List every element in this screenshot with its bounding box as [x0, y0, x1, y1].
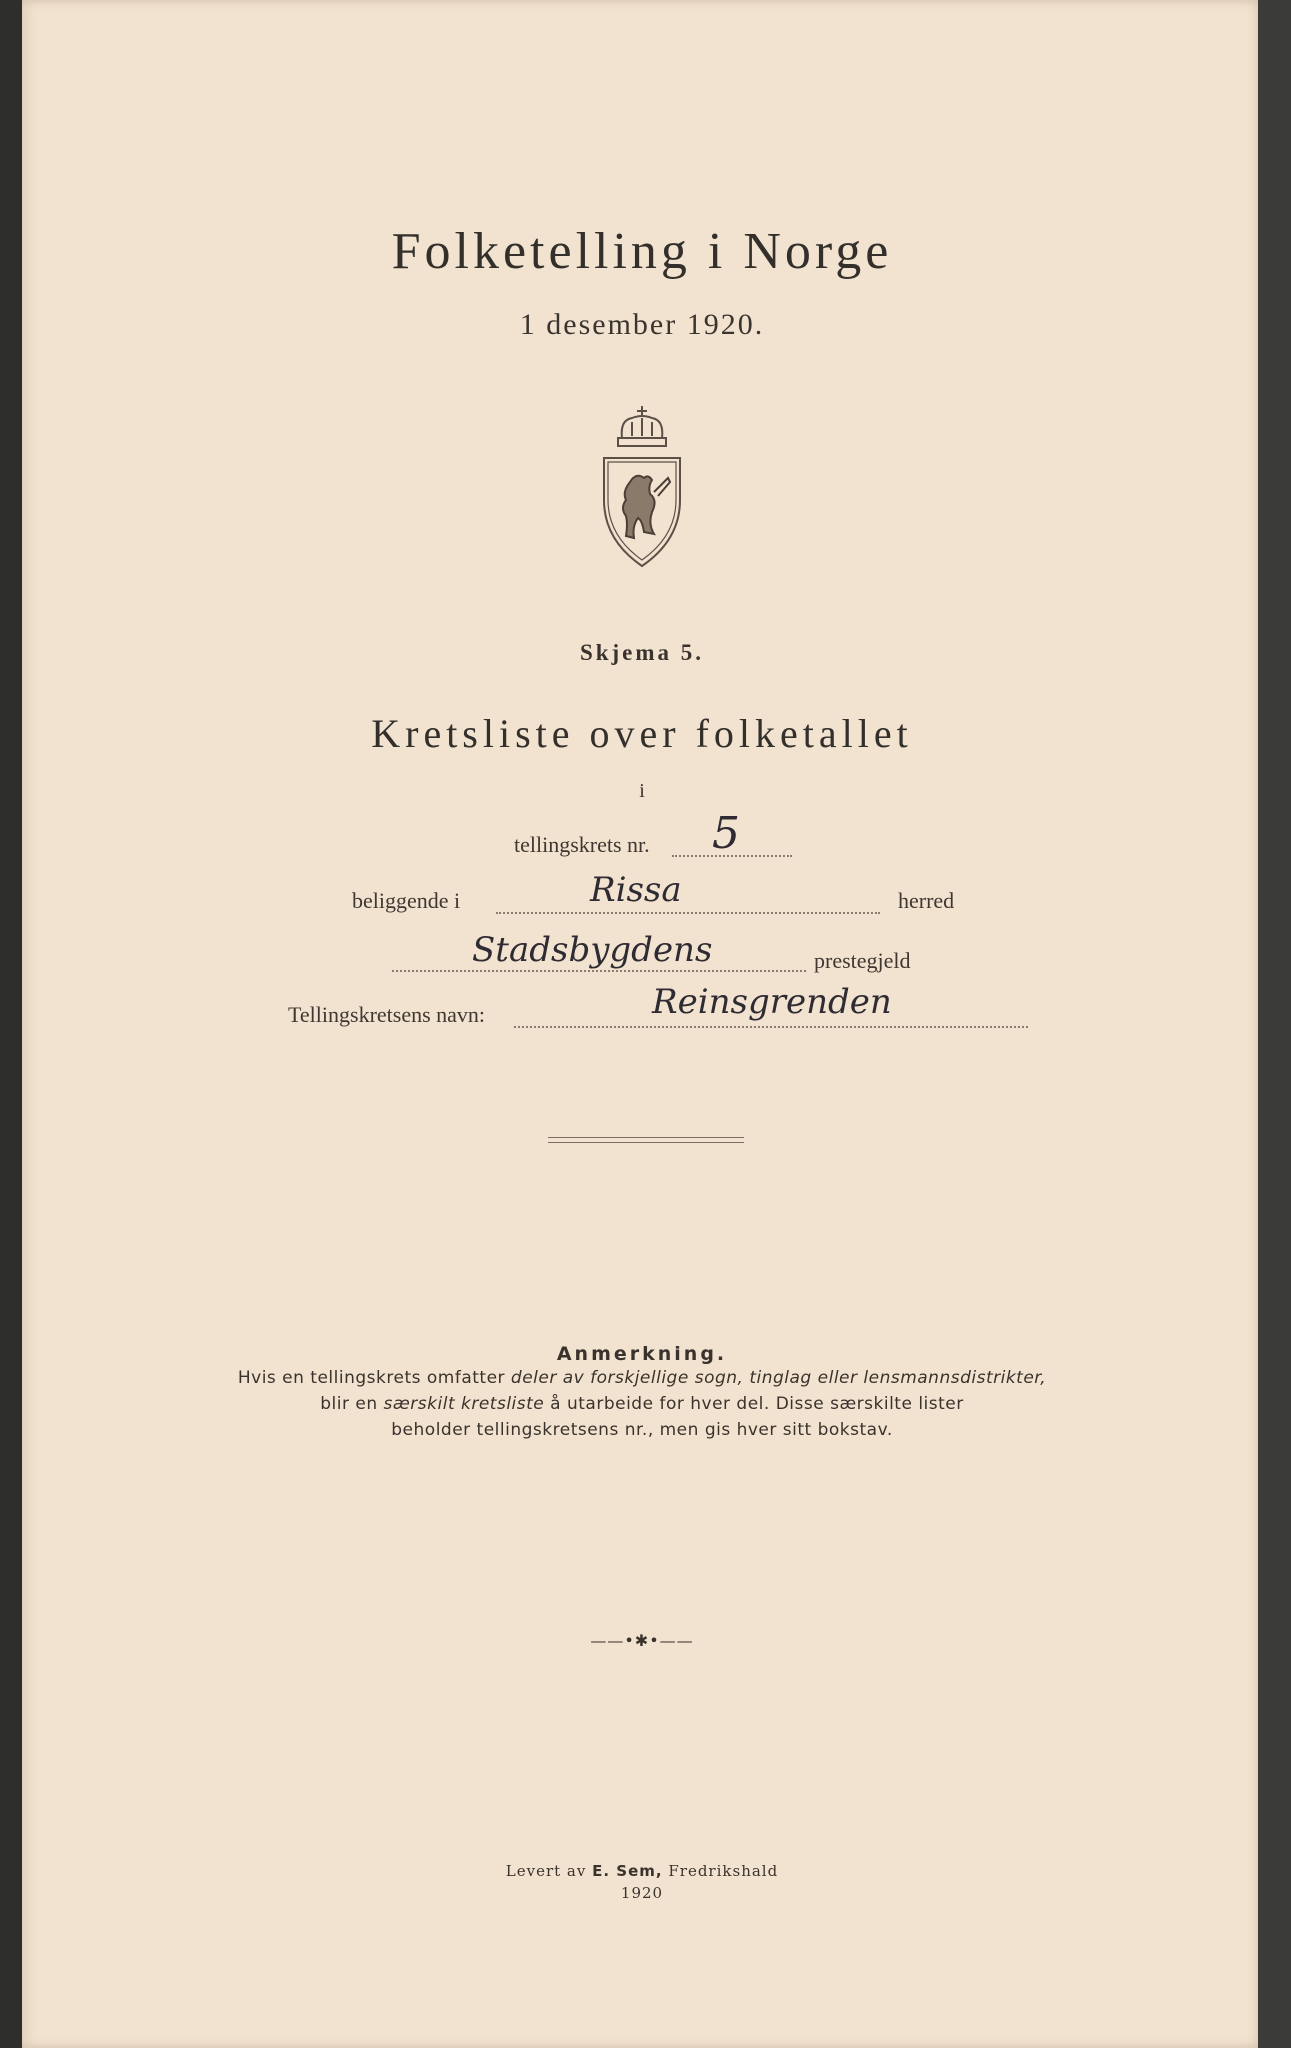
- prestegjeld-label: prestegjeld: [814, 948, 911, 973]
- kretsnavn-handwritten: Reinsgrenden: [652, 982, 892, 1022]
- tellingskrets-number-handwritten: 5: [712, 808, 740, 859]
- kretsnavn-label: Tellingskretsens navn:: [288, 1002, 486, 1027]
- herred-label: herred: [898, 888, 955, 913]
- tellingskrets-label: tellingskrets nr.: [514, 832, 650, 857]
- norwegian-coat-of-arms-icon: [592, 400, 692, 572]
- printer-imprint: Levert av E. Sem, Fredrikshald: [505, 1862, 779, 1880]
- census-date: 1 desember 1920.: [519, 308, 765, 341]
- document-title: Folketelling i Norge: [391, 223, 893, 280]
- beliggende-label: beliggende i: [352, 888, 461, 913]
- ornament-divider: ——•✱•——: [590, 1631, 694, 1650]
- census-form-page: [22, 0, 1262, 2048]
- note-line-3: beholder tellingskretsens nr., men gis hver sitt bokstav.: [391, 1420, 893, 1440]
- form-heading: Kretsliste over folketallet: [371, 711, 913, 756]
- beliggende-dotted-line: [496, 912, 880, 914]
- note-line-1: Hvis en tellingskrets omfatter deler av forskjellige sogn, tinglag eller lensmannsdistrikter,: [237, 1368, 1047, 1388]
- prestegjeld-dotted-line: [392, 970, 806, 972]
- prestegjeld-handwritten: Stadsbygdens: [472, 930, 713, 970]
- herred-handwritten: Rissa: [590, 870, 682, 910]
- section-divider: [548, 1137, 744, 1143]
- print-year: 1920: [620, 1884, 664, 1902]
- kretsnavn-dotted-line: [514, 1026, 1028, 1028]
- binding-edge: [1258, 0, 1291, 2048]
- note-title: Anmerkning.: [556, 1343, 728, 1365]
- schema-number: Skjema 5.: [579, 640, 705, 665]
- connector-word: i: [639, 780, 645, 802]
- note-line-2: blir en særskilt kretsliste å utarbeide for hver del. Disse særskilte lister: [320, 1394, 964, 1414]
